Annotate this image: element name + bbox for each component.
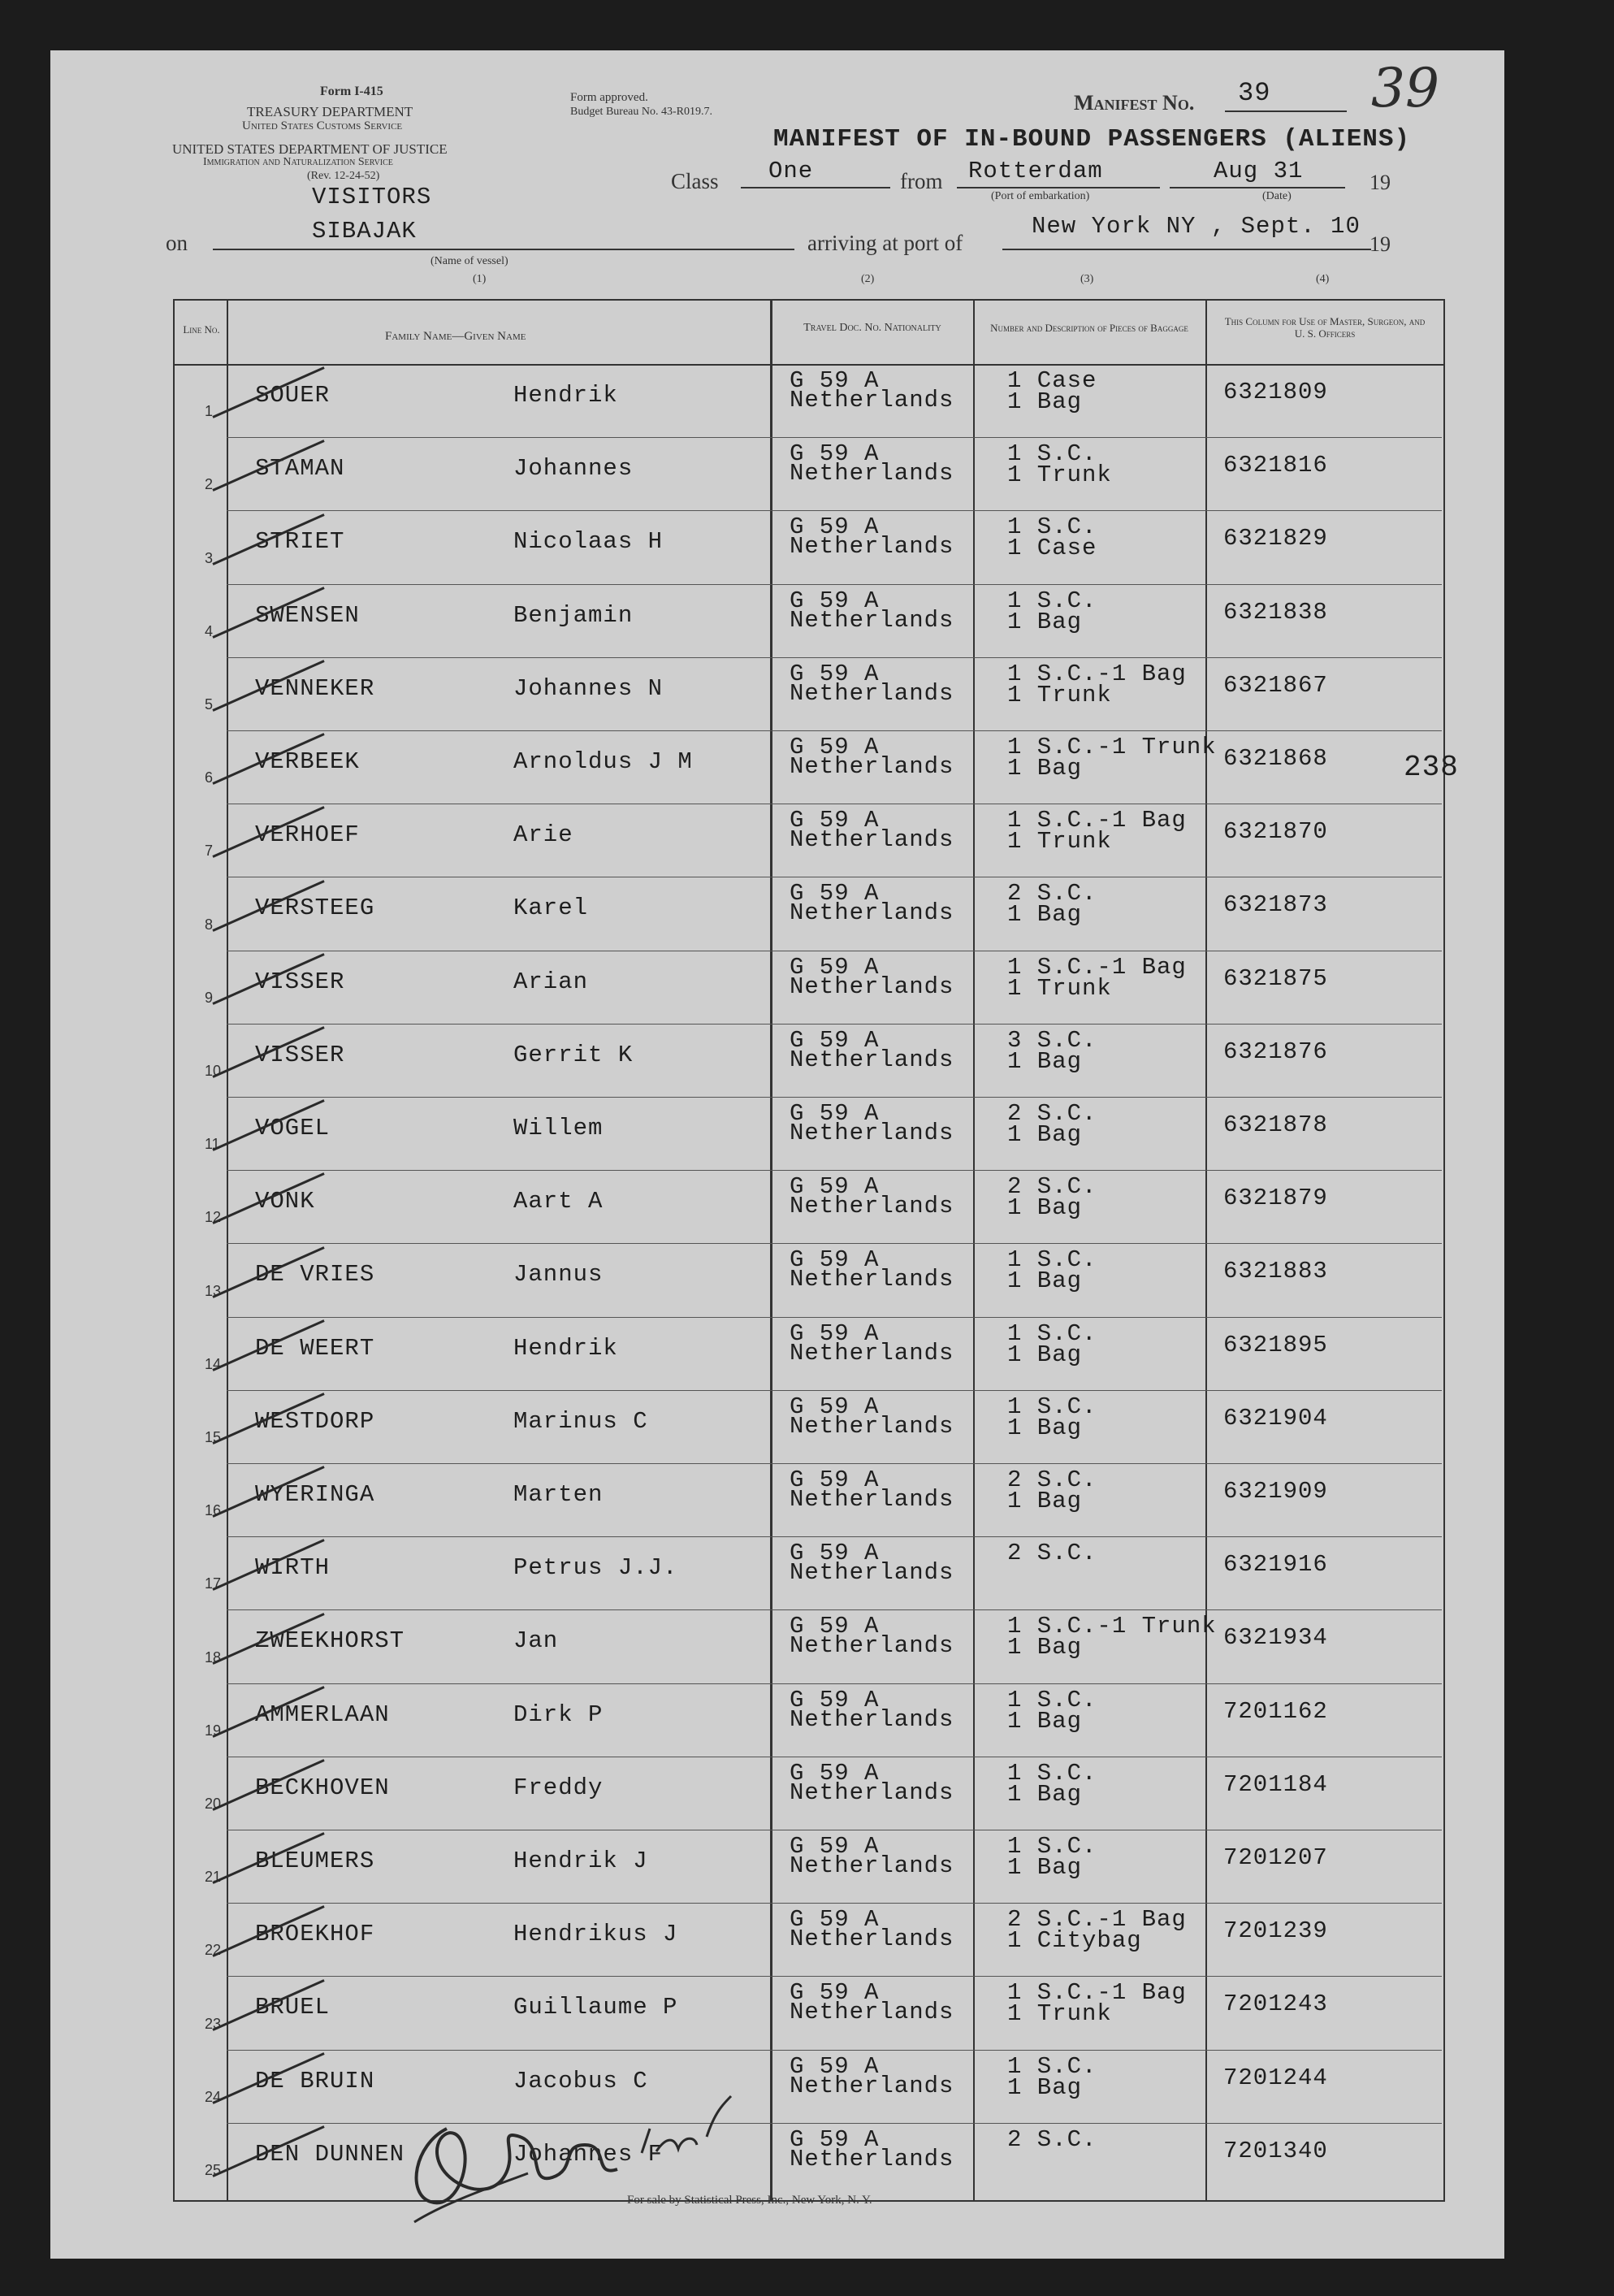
form-approved: Form approved. (570, 91, 648, 104)
cell-given: Hendrik (513, 382, 618, 409)
cell-nationality: Netherlands (790, 606, 954, 634)
cell-given: Karel (513, 895, 589, 922)
line-number: 9 (205, 989, 214, 1006)
cell-bag2: 1 Bag (1007, 1780, 1083, 1808)
cell-number: 6321868 (1223, 745, 1328, 772)
cell-given: Hendrik (513, 1334, 618, 1362)
cell-nationality: Netherlands (790, 973, 954, 1000)
port-of-embarkation: Rotterdam (968, 158, 1103, 184)
cell-number: 7201184 (1223, 1770, 1328, 1798)
cell-nationality: Netherlands (790, 460, 954, 487)
cell-bag2: 1 Trunk (1007, 828, 1112, 856)
cell-bag2: 1 Citybag (1007, 1927, 1142, 1955)
cell-nationality: Netherlands (790, 679, 954, 707)
cell-number: 7201244 (1223, 2064, 1328, 2091)
cell-number: 6321883 (1223, 1258, 1328, 1285)
cell-bag2: 1 Trunk (1007, 2000, 1112, 2028)
class-line (741, 187, 890, 188)
row-separator (227, 1170, 1442, 1171)
row-separator (227, 1536, 1442, 1537)
cell-given: Johannes (513, 455, 634, 483)
cell-number: 6321873 (1223, 891, 1328, 919)
side-number: 238 (1404, 751, 1459, 784)
cell-nationality: Netherlands (790, 1852, 954, 1879)
cell-doc: G 59 A (790, 1686, 880, 1713)
cell-doc: G 59 A (790, 1466, 880, 1493)
manifest-label: Manifest No. (1074, 91, 1195, 115)
cell-bag1: 1 S.C. (1007, 440, 1097, 468)
column-caption-4: (4) (1316, 273, 1330, 285)
cell-number: 7201243 (1223, 1991, 1328, 2018)
cell-doc: G 59 A (790, 734, 880, 760)
cell-family: WESTDORP (255, 1407, 375, 1435)
cell-doc: G 59 A (790, 1393, 880, 1420)
cell-family: VERHOEF (255, 821, 360, 849)
cell-nationality: Netherlands (790, 1559, 954, 1587)
cell-bag2: 1 Bag (1007, 1267, 1083, 1295)
cell-bag1: 3 S.C. (1007, 1026, 1097, 1054)
cell-doc: G 59 A (790, 1833, 880, 1860)
cell-doc: G 59 A (790, 1319, 880, 1347)
cell-given: Gerrit K (513, 1041, 634, 1068)
vessel-name: SIBAJAK (312, 218, 417, 245)
cell-number: 7201207 (1223, 1844, 1328, 1871)
cell-nationality: Netherlands (790, 1120, 954, 1146)
cell-bag2: 1 Bag (1007, 1634, 1083, 1661)
printer-footer: For sale by Statistical Press, Inc., New York, N. Y. (627, 2194, 872, 2207)
row-separator (227, 1683, 1442, 1684)
on-label: on (166, 231, 188, 255)
cell-given: Arie (513, 821, 573, 849)
cell-number: 6321909 (1223, 1478, 1328, 1505)
cell-number: 6321934 (1223, 1624, 1328, 1652)
column-header-baggage: Number and Description of Pieces of Baggage (990, 322, 1188, 334)
cell-nationality: Netherlands (790, 2072, 954, 2099)
cell-family: VOGEL (255, 1115, 331, 1142)
justice-department: UNITED STATES DEPARTMENT OF JUSTICE (172, 141, 448, 157)
cell-family: BECKHOVEN (255, 1774, 390, 1801)
cell-family: VISSER (255, 968, 345, 995)
cell-doc: G 59 A (790, 1613, 880, 1640)
column-header-line-no: Line No. (183, 323, 220, 336)
line-number: 5 (205, 696, 214, 713)
cell-given: Hendrik J (513, 1848, 648, 1874)
cell-number: 6321895 (1223, 1331, 1328, 1358)
cell-number: 7201162 (1223, 1697, 1328, 1725)
cell-bag2: 1 Bag (1007, 388, 1083, 415)
cell-family: DEN DUNNEN (255, 2140, 405, 2168)
line-number: 25 (205, 2162, 222, 2178)
cell-doc: G 59 A (790, 1026, 880, 1054)
date-line (1170, 187, 1345, 188)
cell-bag1: 1 S.C. (1007, 1393, 1097, 1420)
cell-doc: G 59 A (790, 513, 880, 541)
cell-number: 6321879 (1223, 1185, 1328, 1212)
customs-service: United States Customs Service (242, 119, 403, 132)
cell-nationality: Netherlands (790, 826, 954, 854)
cell-family: DE WEERT (255, 1334, 375, 1362)
cell-bag2: 1 Bag (1007, 1121, 1083, 1148)
line-number: 2 (205, 476, 214, 493)
cell-doc: G 59 A (790, 1759, 880, 1787)
cell-nationality: Netherlands (790, 899, 954, 927)
line-number: 21 (205, 1869, 222, 1886)
row-separator (227, 1243, 1442, 1244)
column-header-name: Family Name—Given Name (385, 330, 526, 343)
cell-number: 6321878 (1223, 1111, 1328, 1138)
manifest-number: 39 (1238, 78, 1271, 108)
cell-bag2: 1 Bag (1007, 1414, 1083, 1441)
cell-nationality: Netherlands (790, 1046, 954, 1073)
cell-bag2: 1 Trunk (1007, 461, 1112, 489)
cell-doc: G 59 A (790, 1906, 880, 1934)
line-number: 22 (205, 1942, 222, 1959)
embarkation-caption: (Port of embarkation) (991, 190, 1090, 202)
cell-given: Aart A (513, 1188, 604, 1215)
cell-bag2: 1 Bag (1007, 1047, 1083, 1075)
cell-bag2: 1 Bag (1007, 608, 1083, 635)
treasury-department: TREASURY DEPARTMENT (247, 104, 413, 119)
cell-bag1: 1 Case (1007, 367, 1097, 394)
cell-bag1: 1 S.C. (1007, 1759, 1097, 1787)
cell-bag2: 1 Case (1007, 535, 1097, 562)
cell-number: 6321809 (1223, 379, 1328, 405)
embarkation-line (957, 187, 1160, 188)
cell-nationality: Netherlands (790, 1193, 954, 1220)
cell-family: ZWEEKHORST (255, 1627, 405, 1655)
cell-doc: G 59 A (790, 1100, 880, 1127)
line-number: 20 (205, 1796, 222, 1812)
column-caption-2: (2) (861, 273, 875, 285)
cell-family: DE VRIES (255, 1261, 375, 1289)
cell-bag1: 1 S.C.-1 Bag (1007, 807, 1187, 834)
line-number: 7 (205, 843, 214, 860)
line-number: 10 (205, 1063, 222, 1079)
cell-doc: G 59 A (790, 440, 880, 468)
arrival-port: New York NY , Sept. 10 (1032, 213, 1361, 240)
cell-doc: G 59 A (790, 2052, 880, 2080)
cell-family: STRIET (255, 528, 345, 556)
cell-bag1: 1 S.C.-1 Trunk (1007, 734, 1217, 760)
cell-bag1: 2 S.C. (1007, 1100, 1097, 1127)
cell-nationality: Netherlands (790, 1412, 954, 1440)
vessel-caption: (Name of vessel) (431, 255, 508, 267)
cell-doc: G 59 A (790, 660, 880, 687)
manifest-number-line (1225, 110, 1347, 112)
cell-doc: G 59 A (790, 1540, 880, 1567)
cell-number: 6321876 (1223, 1038, 1328, 1065)
cell-nationality: Netherlands (790, 1999, 954, 2026)
visitors-stamp: VISITORS (312, 184, 432, 210)
departure-date: Aug 31 (1214, 158, 1304, 184)
form-revision: (Rev. 12-24-52) (307, 170, 380, 182)
row-separator (227, 1317, 1442, 1318)
row-separator (227, 1609, 1442, 1610)
cell-given: Willem (513, 1115, 604, 1142)
cell-bag2: 1 Bag (1007, 1707, 1083, 1735)
cell-family: VENNEKER (255, 674, 375, 702)
column-caption-1: (1) (473, 273, 487, 285)
cell-given: Jan (513, 1627, 559, 1655)
manifest-title: MANIFEST OF IN-BOUND PASSENGERS (ALIENS) (773, 125, 1411, 154)
cell-doc: G 59 A (790, 1979, 880, 2007)
row-separator (227, 657, 1442, 658)
cell-number: 6321870 (1223, 818, 1328, 846)
cell-family: SOUER (255, 382, 331, 409)
cell-bag1: 2 S.C. (1007, 1466, 1097, 1493)
cell-number: 6321916 (1223, 1551, 1328, 1579)
from-label: from (900, 169, 943, 193)
cell-bag1: 2 S.C. (1007, 880, 1097, 908)
cell-given: Freddy (513, 1774, 604, 1801)
row-separator (227, 1903, 1442, 1904)
cell-nationality: Netherlands (790, 1926, 954, 1953)
cell-given: Arian (513, 968, 589, 995)
line-number: 1 (205, 403, 214, 420)
cell-bag2: 1 Bag (1007, 1854, 1083, 1881)
column-header-travel-doc: Travel Doc. No. Nationality (803, 322, 941, 334)
cell-nationality: Netherlands (790, 1486, 954, 1513)
column-header-officers: This Column for Use of Master, Surgeon, and U. S. Officers (1224, 315, 1426, 340)
cell-given: Nicolaas H (513, 528, 664, 556)
row-separator (227, 584, 1442, 585)
cell-nationality: Netherlands (790, 1339, 954, 1367)
cell-number: 6321867 (1223, 671, 1328, 699)
cell-number: 7201239 (1223, 1917, 1328, 1945)
cell-bag1: 1 S.C.-1 Bag (1007, 1979, 1187, 2007)
cell-bag1: 1 S.C.-1 Bag (1007, 660, 1187, 687)
cell-doc: G 59 A (790, 880, 880, 908)
cell-family: BROEKHOF (255, 1921, 375, 1948)
row-separator (227, 2050, 1442, 2051)
cell-bag1: 2 S.C.-1 Bag (1007, 1906, 1187, 1934)
cell-family: VONK (255, 1188, 315, 1215)
cell-given: Marinus C (513, 1407, 648, 1435)
cell-number: 6321816 (1223, 452, 1328, 479)
column-caption-3: (3) (1080, 273, 1094, 285)
line-number: 15 (205, 1429, 222, 1445)
budget-bureau: Budget Bureau No. 43-R019.7. (570, 106, 712, 118)
manifest-number-handwritten: 39 (1371, 57, 1439, 119)
cell-bag1: 2 S.C. (1007, 2125, 1097, 2153)
form-number: Form I-415 (320, 84, 383, 98)
line-number: 23 (205, 2015, 222, 2032)
cell-bag1: 1 S.C. (1007, 1246, 1097, 1274)
line-number: 14 (205, 1355, 222, 1372)
cell-bag1: 1 S.C. (1007, 1319, 1097, 1347)
cell-doc: G 59 A (790, 587, 880, 614)
row-separator (227, 1097, 1442, 1098)
cell-family: VISSER (255, 1041, 345, 1068)
row-separator (227, 1976, 1442, 1977)
cell-given: Jannus (513, 1261, 604, 1289)
class-value: One (768, 158, 814, 184)
cell-family: VERSTEEG (255, 895, 375, 922)
cell-number: 6321829 (1223, 525, 1328, 552)
cell-nationality: Netherlands (790, 1778, 954, 1806)
immigration-service: Immigration and Naturalization Service (203, 156, 393, 168)
cell-bag1: 1 S.C.-1 Trunk (1007, 1613, 1217, 1640)
cell-bag2: 1 Bag (1007, 755, 1083, 782)
cell-family: WIRTH (255, 1554, 331, 1582)
cell-family: BLEUMERS (255, 1848, 375, 1874)
officer-signature (398, 2080, 829, 2242)
cell-given: Marten (513, 1481, 604, 1508)
cell-bag1: 1 S.C. (1007, 1833, 1097, 1860)
cell-number: 6321904 (1223, 1404, 1328, 1432)
cell-nationality: Netherlands (790, 2145, 954, 2173)
line-number: 12 (205, 1209, 222, 1226)
cell-bag1: 1 S.C. (1007, 513, 1097, 541)
cell-given: Petrus J.J. (513, 1554, 678, 1582)
line-number: 11 (205, 1136, 220, 1153)
row-separator (227, 1390, 1442, 1391)
cell-bag2: 1 Bag (1007, 1488, 1083, 1514)
arriving-label: arriving at port of (807, 231, 963, 255)
cell-bag1: 2 S.C. (1007, 1173, 1097, 1201)
cell-family: AMMERLAAN (255, 1700, 390, 1728)
cell-number: 6321875 (1223, 964, 1328, 992)
line-number: 8 (205, 916, 214, 933)
cell-doc: G 59 A (790, 367, 880, 394)
cell-given: Guillaume P (513, 1994, 678, 2021)
cell-nationality: Netherlands (790, 1705, 954, 1733)
cell-bag2: 1 Trunk (1007, 681, 1112, 708)
line-number: 17 (205, 1575, 222, 1592)
cell-bag1: 1 S.C. (1007, 2052, 1097, 2080)
row-separator (227, 510, 1442, 511)
cell-given: Benjamin (513, 601, 634, 629)
cell-family: WYERINGA (255, 1481, 375, 1508)
cell-bag1: 1 S.C.-1 Bag (1007, 953, 1187, 981)
cell-bag1: 1 S.C. (1007, 1686, 1097, 1713)
cell-nationality: Netherlands (790, 387, 954, 414)
cell-bag2: 1 Bag (1007, 2073, 1083, 2101)
line-number: 13 (205, 1282, 222, 1299)
row-separator (227, 437, 1442, 438)
cell-family: VERBEEK (255, 748, 360, 775)
cell-given: Dirk P (513, 1700, 604, 1728)
cell-bag2: 1 Bag (1007, 901, 1083, 929)
cell-family: BRUEL (255, 1994, 331, 2021)
cell-doc: G 59 A (790, 953, 880, 981)
date-caption: (Date) (1262, 190, 1292, 202)
line-number: 16 (205, 1502, 222, 1519)
cell-bag1: 2 S.C. (1007, 1540, 1097, 1567)
cell-number: 7201340 (1223, 2137, 1328, 2164)
row-separator (227, 730, 1442, 731)
cell-given: Jacobus C (513, 2067, 648, 2095)
date-year: 19 (1370, 171, 1391, 194)
cell-nationality: Netherlands (790, 753, 954, 780)
cell-given: Johannes N (513, 674, 664, 702)
header-separator (173, 364, 1443, 366)
cell-given: Johannes F (513, 2140, 664, 2168)
line-number: 3 (205, 549, 214, 566)
cell-family: STAMAN (255, 455, 345, 483)
cell-bag1: 1 S.C. (1007, 587, 1097, 614)
vessel-line (213, 249, 794, 250)
cell-bag2: 1 Bag (1007, 1194, 1083, 1222)
arrival-line (1002, 249, 1371, 250)
cell-doc: G 59 A (790, 1173, 880, 1201)
cell-bag2: 1 Trunk (1007, 974, 1112, 1002)
row-separator (227, 1024, 1442, 1025)
cell-doc: G 59 A (790, 1246, 880, 1274)
cell-given: Arnoldus J M (513, 748, 693, 775)
row-separator (227, 1463, 1442, 1464)
cell-doc: G 59 A (790, 807, 880, 834)
cell-number: 6321838 (1223, 598, 1328, 626)
class-label: Class (671, 169, 719, 193)
line-number: 18 (205, 1648, 222, 1666)
cell-nationality: Netherlands (790, 533, 954, 561)
cell-family: DE BRUIN (255, 2067, 375, 2095)
line-number: 4 (205, 622, 214, 639)
cell-nationality: Netherlands (790, 1632, 954, 1660)
arrival-year: 19 (1370, 232, 1391, 256)
cell-doc: G 59 A (790, 2125, 880, 2153)
line-number: 6 (205, 769, 214, 786)
cell-family: SWENSEN (255, 601, 360, 629)
line-number: 24 (205, 2088, 222, 2105)
cell-nationality: Netherlands (790, 1266, 954, 1293)
cell-given: Hendrikus J (513, 1921, 678, 1948)
line-number: 19 (205, 1722, 222, 1739)
cell-bag2: 1 Bag (1007, 1341, 1083, 1368)
